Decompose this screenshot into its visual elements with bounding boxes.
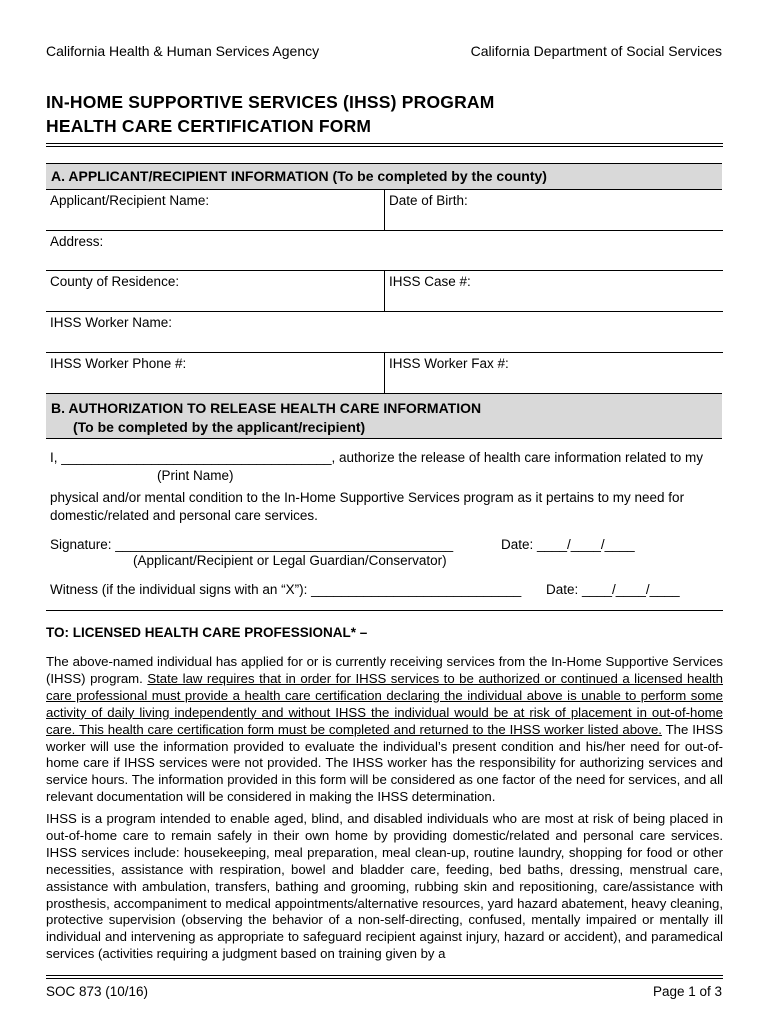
section-b-heading <box>46 393 722 439</box>
row-name-dob <box>46 190 723 231</box>
worker-name-label: IHSS Worker Name: <box>50 315 173 330</box>
applicant-name-field[interactable] <box>46 190 384 230</box>
witness-field[interactable]: Witness (if the individual signs with an “X”): ____________________________ <box>50 582 522 597</box>
professional-paragraph-2: IHSS is a program intended to enable aged, blind, and disabled individuals who are most at risk of being placed in out-of-home care to remain safely in their own home by providing domestic/related and personal care services. IHSS services include: housekeeping, meal preparation, meal clean-up, routine laundry, shopping for food or other necessities, assistance with respiration, bowel and bladder care, feeding, bed baths, dressing, menstrual care, assistance with ambulation, transfers, bathing and grooming, rubbing skin and repositioning, care/assistance with prosthesis, accompaniment to medical appointments/alternative resources, yard hazard abatement, heavy cleaning, protective supervision (observing the behavior of a non-self-directing, confused, mentally impaired or mentally ill individual and intervening as appropriate to safeguard recipient against injury, hazard or accident), and paramedical services (activities requiring a judgment based on training given by a <box>46 811 723 962</box>
worker-phone-label: IHSS Worker Phone #: <box>50 356 187 371</box>
agency-left: California Health & Human Services Agency <box>46 43 320 59</box>
agency-right: California Department of Social Services <box>470 43 722 59</box>
para1-start: The above-named individual has applied for or is currently receiving services from the In-Home Supportive Services (IHSS) program. <box>46 654 723 686</box>
county-field[interactable] <box>46 271 384 311</box>
print-name-caption: (Print Name) <box>157 468 234 483</box>
row-worker-phone-fax <box>46 353 723 393</box>
row-address <box>46 231 723 271</box>
row-county-case <box>46 271 723 312</box>
form-id: SOC 873 (10/16) <box>46 984 149 999</box>
applicant-name-label: Applicant/Recipient Name: <box>50 193 210 208</box>
section-b-heading-line2: (To be completed by the applicant/recipient) <box>73 419 366 435</box>
signature-caption: (Applicant/Recipient or Legal Guardian/Conservator) <box>133 553 447 568</box>
form-title-line1: IN-HOME SUPPORTIVE SERVICES (IHSS) PROGRAM <box>46 92 495 112</box>
form-title-line2: HEALTH CARE CERTIFICATION FORM <box>46 116 372 136</box>
signature-date-field[interactable]: Date: ____/____/____ <box>501 537 635 552</box>
professional-paragraph-1 <box>46 654 723 806</box>
row-worker-name <box>46 312 723 353</box>
authorize-body-line2: domestic/related and personal care services. <box>50 508 318 523</box>
authorize-line[interactable]: I, ____________________________________, authorize the release of health care information related to my <box>50 450 703 465</box>
footer-divider-double <box>46 978 723 979</box>
authorize-body-line1: physical and/or mental condition to the In-Home Supportive Services program as it pertains to my need for <box>50 490 685 505</box>
county-label: County of Residence: <box>50 274 180 289</box>
case-number-field[interactable] <box>385 271 723 311</box>
para1-end: The IHSS worker will use the information provided to evaluate the individual’s present condition and his/her need for out-of-home care if IHSS services were not provided. The IHSS worker has the responsibility for authorizing services and service hours. The information provided in this form will be considered as one factor of the need for services, and all relevant documentation will be considered in making the IHSS determination. <box>46 721 724 805</box>
worker-fax-field[interactable] <box>385 353 723 393</box>
worker-name-field[interactable] <box>46 312 723 352</box>
professional-heading: TO: LICENSED HEALTH CARE PROFESSIONAL* – <box>46 625 368 640</box>
section-a-heading: A. APPLICANT/RECIPIENT INFORMATION (To be completed by the county) <box>46 163 722 190</box>
dob-label: Date of Birth: <box>389 193 468 208</box>
dob-field[interactable] <box>385 190 723 230</box>
footer-divider <box>46 975 723 976</box>
address-field[interactable] <box>46 231 723 270</box>
section-b-heading-line1: B. AUTHORIZATION TO RELEASE HEALTH CARE INFORMATION <box>51 400 482 416</box>
signature-field[interactable]: Signature: _____________________________________________ <box>50 537 454 552</box>
page-number: Page 1 of 3 <box>652 984 722 999</box>
section-b-divider <box>46 610 723 611</box>
title-divider <box>46 143 723 144</box>
worker-phone-field[interactable] <box>46 353 384 393</box>
para1-underlined: State law requires that in order for IHSS services to be authorized or continued a licensed health care professional must provide a health care certification declaring the individual above is unable to perform some activity of daily living independently and without IHSS the individual would be at risk of placement in out-of-home care. This health care certification form must be completed and returned to the IHSS worker listed above. <box>46 670 723 737</box>
witness-date-field[interactable]: Date: ____/____/____ <box>546 582 680 597</box>
worker-fax-label: IHSS Worker Fax #: <box>389 356 509 371</box>
case-number-label: IHSS Case #: <box>389 274 471 289</box>
address-label: Address: <box>50 234 104 249</box>
title-divider-double <box>46 146 723 147</box>
